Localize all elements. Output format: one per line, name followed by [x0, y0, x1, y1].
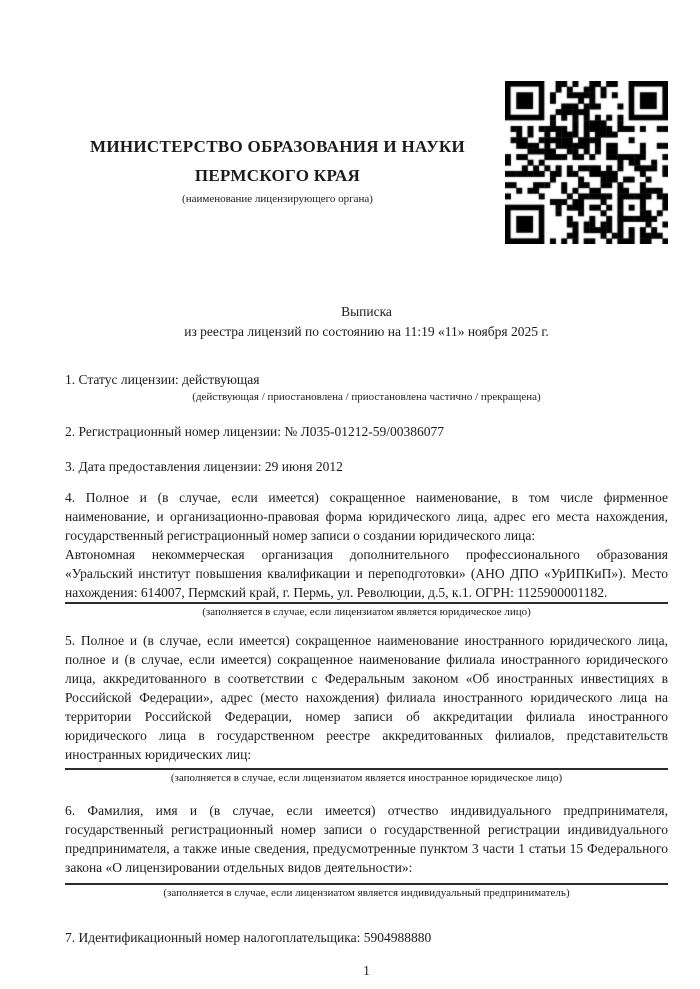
fill-line: [65, 883, 668, 885]
extract-title: Выписка: [341, 304, 392, 319]
fill-line: [65, 768, 668, 770]
item-registration-number: [65, 422, 668, 441]
item-legal-entity: [65, 488, 668, 619]
licensing-authority-name: [65, 132, 490, 190]
individual-entrepreneur-caption: (заполняется в случае, если лицензиатом является индивидуальный предприниматель): [163, 887, 570, 899]
fill-line: [65, 602, 668, 604]
item-license-status: [65, 370, 668, 404]
item-individual-entrepreneur: [65, 801, 668, 900]
item-license-date: [65, 457, 668, 476]
authority-name-line2: ПЕРМСКОГО КРАЯ: [194, 166, 361, 185]
authority-name-caption: (наименование лицензирующего органа): [182, 193, 373, 205]
individual-entrepreneur-label: 6. Фамилия, имя и (в случае, если имеется) отчество индивидуального предпринимателя, государственный регистрационный номер записи о государственной регистрации индивидуального предпринимателя, а также иные сведения, предусмотренные пунктом 3 части 1 статьи 15 Федерального закона «О лицензировании отдельных видов деятельности»:: [65, 803, 668, 875]
foreign-entity-label: 5. Полное и (в случае, если имеется) сокращенное наименование иностранного юридического лица, полное и (в случае, если имеется) сокращенное наименование филиала иностранного юридического лица, аккредитованного в соответствии с Федеральным законом «Об иностранных инвестициях в Российской Федерации», адрес (место нахождения) филиала иностранного юридического лица на территории Российской Федерации, номер записи об аккредитации филиала иностранного юридического лица в государственном реестре аккредитованных филиалов, представительств иностранных юридических лиц:: [65, 633, 668, 762]
item-foreign-entity: [65, 631, 668, 785]
extract-date-line: из реестра лицензий по состоянию на 11:19 «11» ноября 2025 г.: [184, 324, 549, 339]
item-taxpayer-number: [65, 928, 668, 947]
taxpayer-number-text: 7. Идентификационный номер налогоплательщика: 5904988880: [65, 930, 432, 945]
license-status-caption: (действующая / приостановлена / приостановлена частично / прекращена): [192, 391, 541, 403]
legal-entity-label: 4. Полное и (в случае, если имеется) сокращенное наименование, в том числе фирменное наименование, и организационно-правовая форма юридического лица, адрес его места нахождения, государственный регистрационный номер записи о создании юридического лица:: [65, 490, 668, 543]
registration-number-text: 2. Регистрационный номер лицензии: № Л035-01212-59/00386077: [65, 424, 445, 439]
license-status-text: 1. Статус лицензии: действующая: [65, 372, 260, 387]
qr-code: [505, 81, 668, 244]
document-header: [65, 132, 490, 206]
legal-entity-caption: (заполняется в случае, если лицензиатом является юридическое лицо): [202, 606, 531, 618]
authority-name-line1: МИНИСТЕРСТВО ОБРАЗОВАНИЯ И НАУКИ: [89, 137, 466, 156]
legal-entity-value: Автономная некоммерческая организация дополнительного профессионального образования «Уральский институт повышения квалификации и переподготовки» (АНО ДПО «УрИПКиП»). Место нахождения: 614007, Пермский край, г. Пермь, ул. Революции, д.5, к.1. ОГРН: 1125900001182.: [65, 547, 668, 600]
page-number: 1: [363, 963, 370, 978]
foreign-entity-caption: (заполняется в случае, если лицензиатом является иностранное юридическое лицо): [170, 772, 563, 784]
license-date-text: 3. Дата предоставления лицензии: 29 июня 2012: [65, 459, 343, 474]
document-title-block: [65, 302, 668, 342]
